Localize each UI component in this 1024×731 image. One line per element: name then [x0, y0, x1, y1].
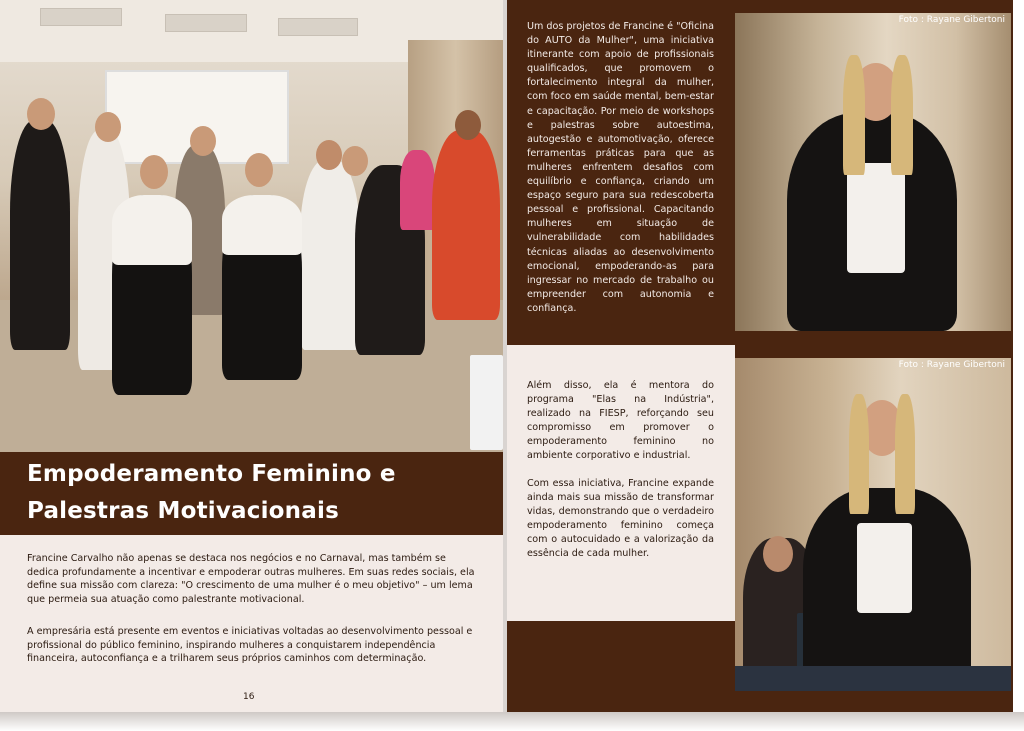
page-number: 16 [243, 692, 255, 702]
left-page [0, 0, 503, 712]
page-headline: Empoderamento Feminino e Palestras Motivacionais [27, 461, 396, 524]
page-shadow [0, 712, 1024, 731]
speaker-photo-top [735, 13, 1011, 331]
second-paragraph: A empresária está presente em eventos e iniciativas voltadas ao desenvolvimento pessoal e profissional do público feminino, inspirando mulheres a conquistarem independência financeira, autoconfiança e a trilharem seus próprios caminhos com determinação. [27, 626, 473, 664]
group-photo [0, 0, 503, 452]
speaker-photo-bottom [735, 358, 1011, 691]
photo-credit: Foto : Rayane Gibertoni [898, 360, 1005, 370]
mentor-paragraph: Além disso, ela é mentora do programa "Elas na Indústria", realizado na FIESP, reforçando seu compromisso em promover o empoderamento feminino no ambiente corporativo e industrial. [527, 380, 714, 461]
brown-accent-panel [507, 621, 735, 712]
intro-paragraph: Francine Carvalho não apenas se destaca nos negócios e no Carnaval, mas também se dedica profundamente a incentivar e empoderar outras mulheres. Em suas redes sociais, ela define sua missão com clareza: "O crescimento de uma mulher é o meu objetivo" – um lema que permeia sua atuação como palestrante motivacional. [27, 553, 475, 605]
mission-paragraph: Com essa iniciativa, Francine expande ainda mais sua missão de transformar vidas, demonstrando que o verdadeiro empoderamento feminino começa com o autocuidado e a valorização da essência de cada mulher. [527, 478, 714, 559]
ceiling-light [278, 18, 358, 36]
ceiling-vent [165, 14, 247, 32]
ceiling-light [40, 8, 122, 26]
project-paragraph: Um dos projetos de Francine é "Oficina do AUTO da Mulher", uma iniciativa itinerante com apoio de profissionais qualificados, que promovem o fortalecimento integral da mulher, com foco em saúde mental, bem-estar e capacitação. Por meio de workshops e palestras sobre autoestima, autogestão e automotivação, oferece ferramentas práticas para que as mulheres enfrentem desafios com equilíbrio e confiança, criando um espaço seguro para sua redescoberta pessoal e profissional. Capacitando mulheres em situação de vulnerabilidade com habilidades técnicas aliadas ao desenvolvimento emocional, empoderando-as para ingressar no mercado de trabalho ou empreender com autonomia e confiança. [527, 21, 714, 314]
photo-credit: Foto : Rayane Gibertoni [898, 15, 1005, 25]
